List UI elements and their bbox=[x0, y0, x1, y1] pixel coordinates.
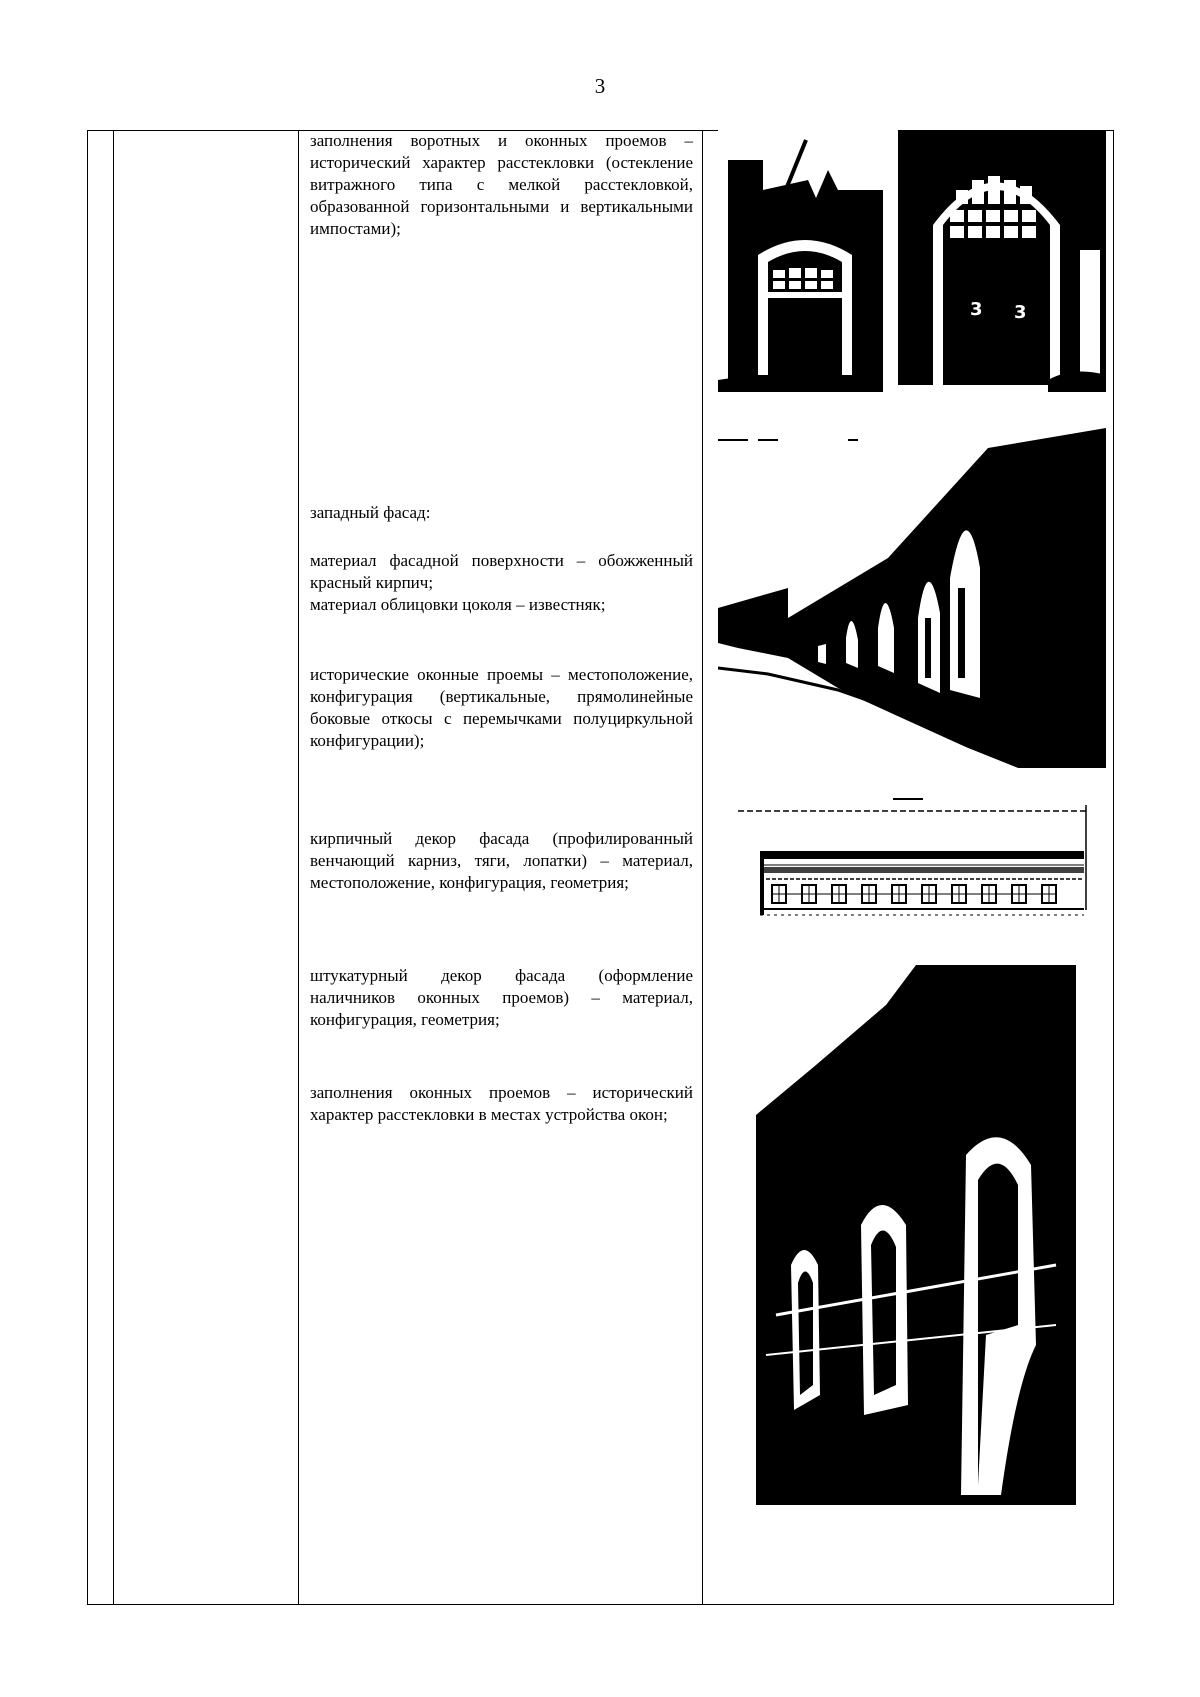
paragraph-plaster-decor: штукатурный декор фасада (оформление наличников оконных проемов) – материал, конфигурация, геометрия; bbox=[310, 966, 693, 1029]
paragraph-brick-decor: кирпичный декор фасада (профилированный венчающий карниз, тяги, лопатки) – материал, местоположение, конфигурация, геометрия; bbox=[310, 829, 693, 892]
column-divider-1 bbox=[113, 131, 114, 1604]
facade-elevation-drawing bbox=[738, 795, 1098, 935]
gate-photo bbox=[718, 130, 1106, 400]
paragraph-plinth-material: материал облицовки цоколя – известняк; bbox=[310, 595, 606, 614]
gate-number-right: 3 bbox=[1014, 302, 1027, 323]
arched-windows-photo bbox=[756, 965, 1076, 1505]
paragraph-west-facade: западный фасад: bbox=[310, 503, 431, 522]
paragraph-facade-material: материал фасадной поверхности – обожженный красный кирпич; bbox=[310, 551, 693, 592]
paragraph-window-fillings: заполнения воротных и оконных проемов – исторический характер расстекловки (остекление витражного типа с мелкой расстекловкой, образованной горизонтальными и вертикальными импостами); bbox=[310, 131, 693, 238]
column-divider-2 bbox=[298, 131, 299, 1604]
west-facade-photo bbox=[718, 428, 1106, 768]
gate-number-left: 3 bbox=[970, 299, 983, 320]
column-divider-3 bbox=[702, 131, 703, 1604]
page-number: 3 bbox=[594, 74, 606, 98]
paragraph-window-glazing: заполнения оконных проемов – исторический характер расстекловки в местах устройства окон; bbox=[310, 1083, 693, 1124]
paragraph-window-openings: исторические оконные проемы – местоположение, конфигурация (вертикальные, прямолинейные боковые откосы с перемычками полуциркульной конфигурации); bbox=[310, 665, 693, 750]
